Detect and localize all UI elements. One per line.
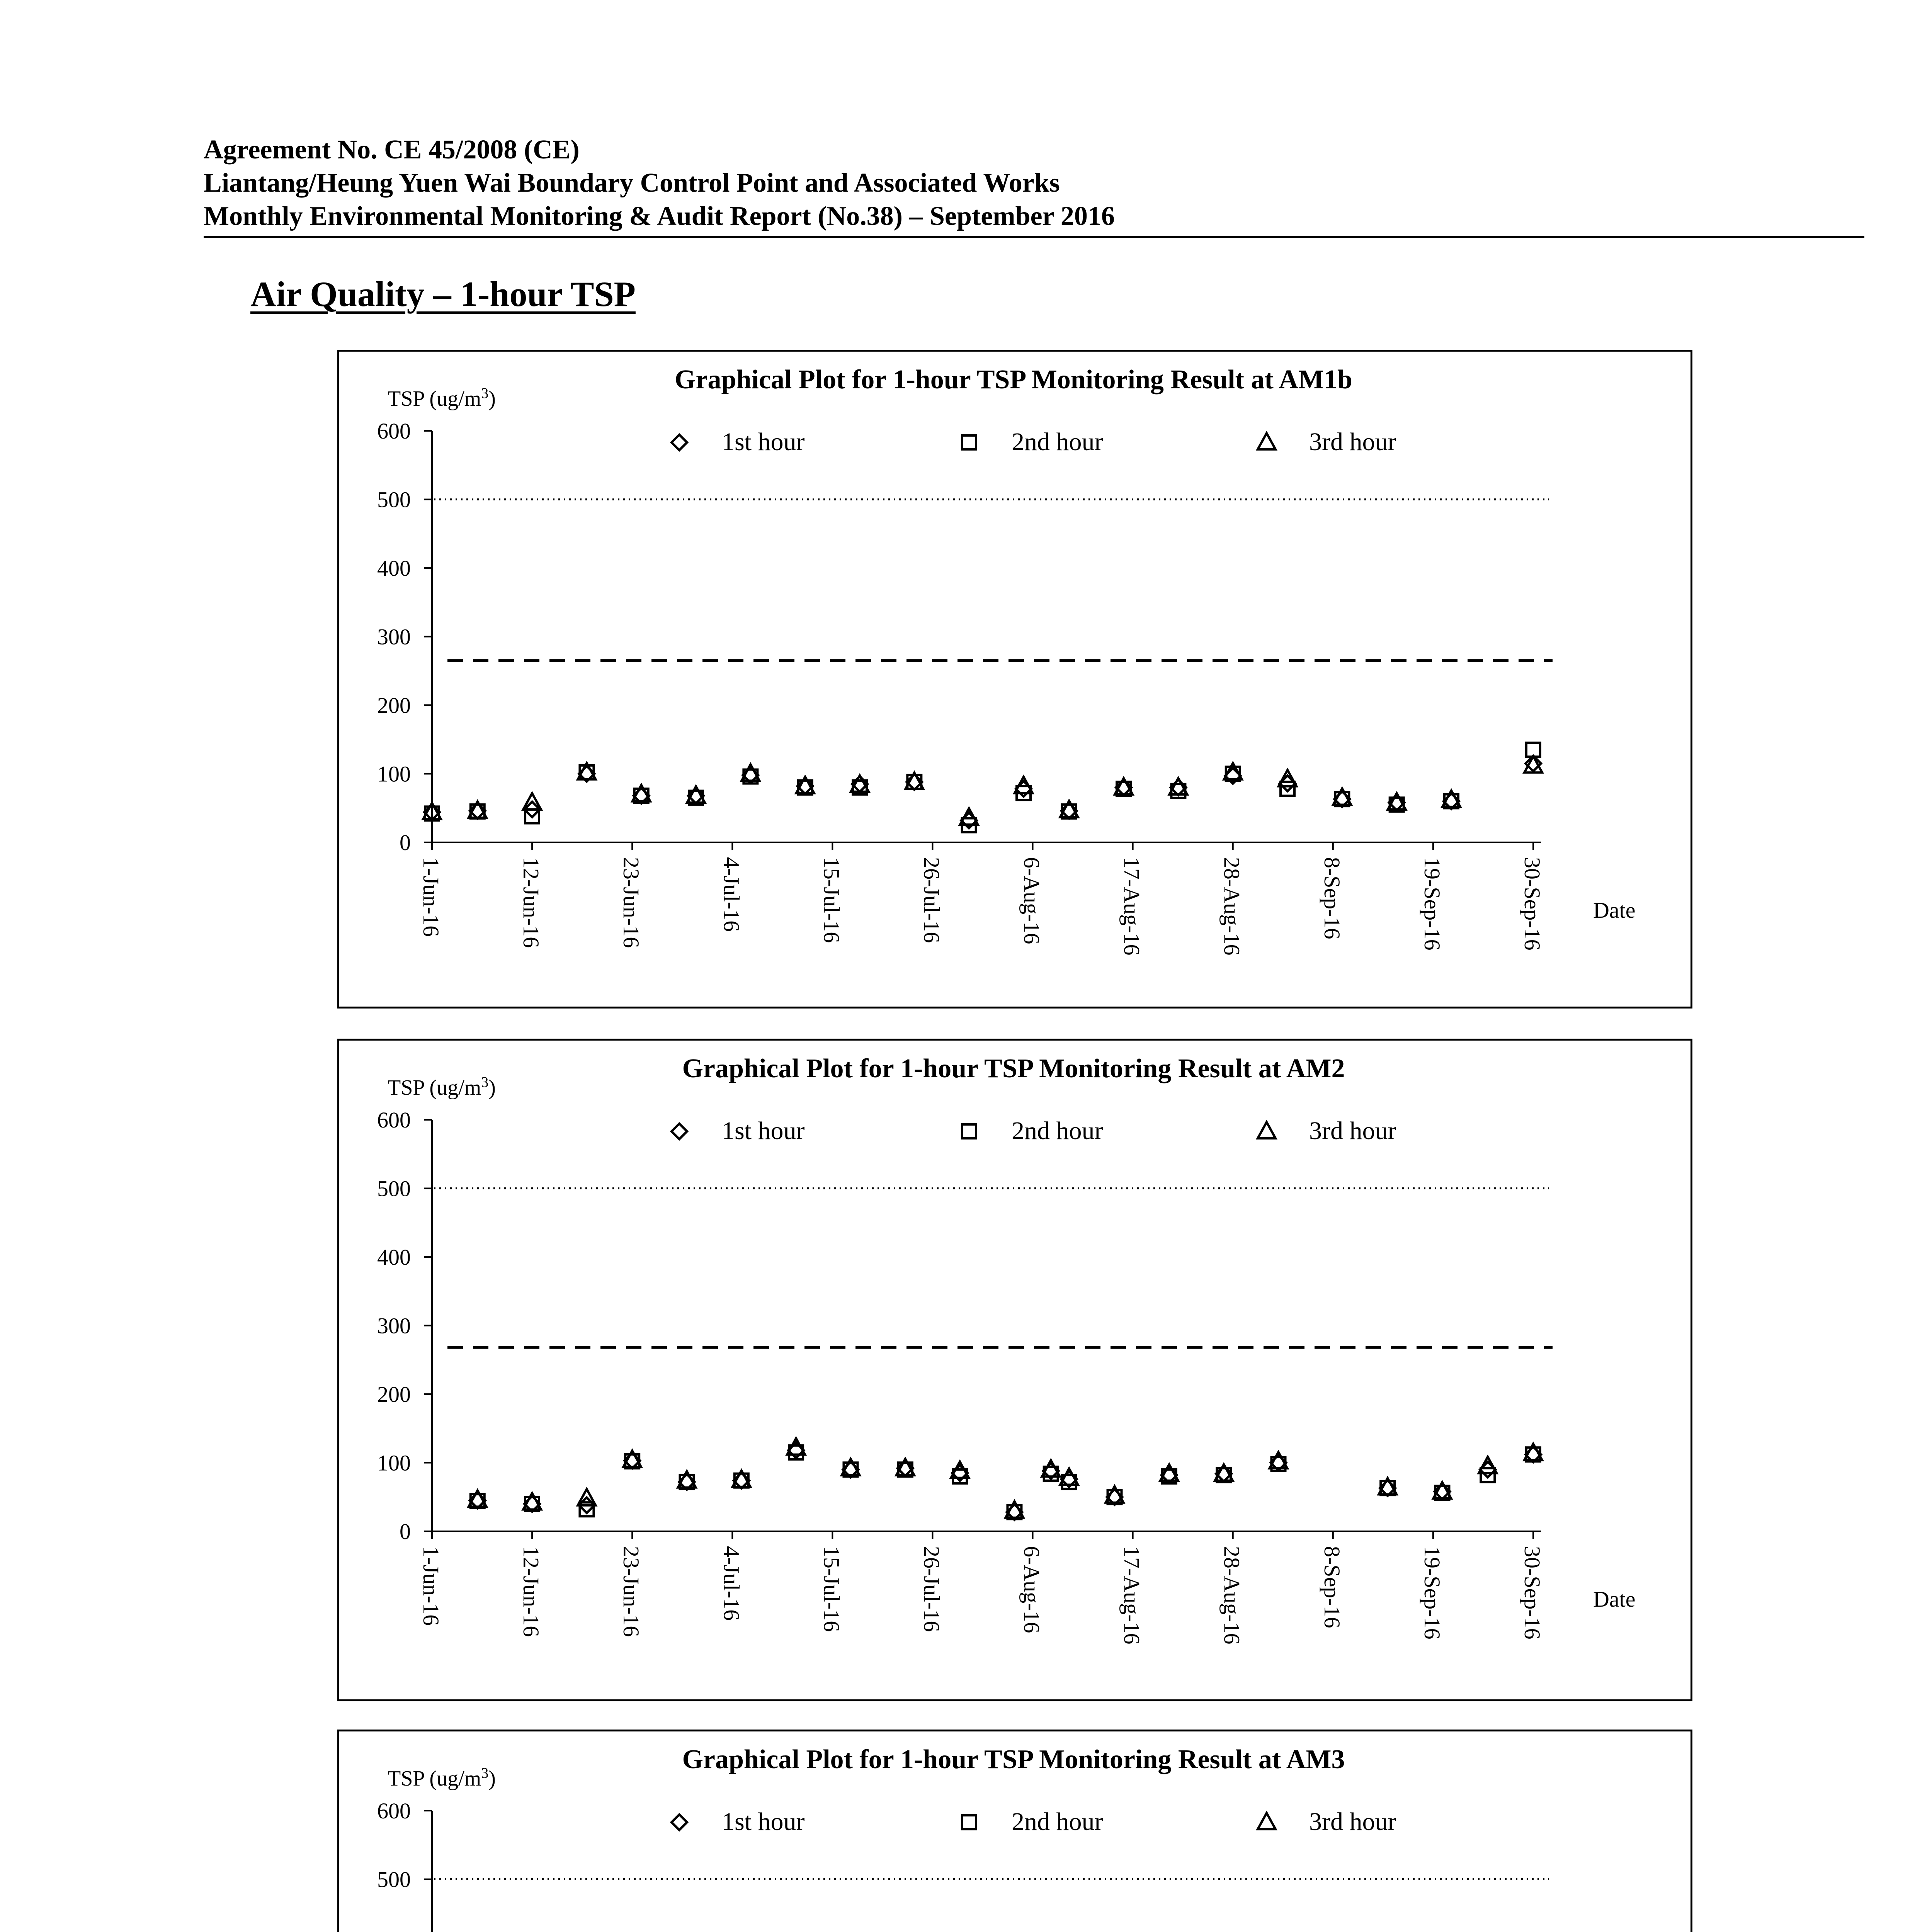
chart-title: Graphical Plot for 1-hour TSP Monitoring Result at AM1b [675, 365, 1352, 395]
y-tick-label: 400 [377, 556, 411, 581]
legend-item [962, 1117, 1103, 1145]
legend-label: 2nd hour [1012, 1808, 1103, 1836]
x-tick-label: 19-Sep-16 [1419, 1546, 1445, 1639]
x-tick-label: 6-Aug-16 [1019, 1546, 1044, 1633]
x-tick-label: 23-Jun-16 [619, 1546, 644, 1637]
legend-item [962, 1808, 1103, 1836]
chart-am3 [339, 1731, 1691, 1932]
section-title: Air Quality – 1-hour TSP [250, 274, 636, 314]
x-tick-label: 1-Jun-16 [418, 1546, 444, 1626]
project-title: Liantang/Heung Yuen Wai Boundary Control Point and Associated Works [204, 168, 1060, 198]
legend-item [672, 1808, 805, 1836]
x-tick-label: 23-Jun-16 [619, 857, 644, 948]
legend-diamond-marker [672, 1815, 687, 1830]
y-tick-label: 200 [377, 1382, 411, 1407]
y-axis-label-end: ) [488, 1076, 496, 1100]
legend-label: 3rd hour [1309, 1117, 1396, 1145]
x-tick-label: 17-Aug-16 [1119, 857, 1145, 956]
x-tick-label: 15-Jul-16 [819, 857, 844, 943]
x-tick-label: 15-Jul-16 [819, 1546, 844, 1632]
chart-title: Graphical Plot for 1-hour TSP Monitoring Result at AM2 [682, 1054, 1345, 1083]
x-tick-label: 30-Sep-16 [1520, 1546, 1545, 1639]
y-axis-label-end: ) [488, 1767, 496, 1791]
chart-panel-am3 [337, 1730, 1692, 1932]
legend-label: 2nd hour [1012, 1117, 1103, 1145]
square-marker [1481, 1468, 1495, 1482]
y-tick-label: 500 [377, 1867, 411, 1892]
legend-triangle-marker [1258, 1813, 1276, 1829]
diamond-marker [1480, 1462, 1495, 1477]
x-tick-label: 19-Sep-16 [1419, 857, 1445, 951]
x-tick-label: 17-Aug-16 [1119, 1546, 1145, 1645]
x-tick-label: 30-Sep-16 [1520, 857, 1545, 951]
legend-square-marker [962, 1124, 976, 1138]
y-tick-label: 500 [377, 1176, 411, 1201]
x-tick-label: 8-Sep-16 [1319, 857, 1345, 939]
y-tick-label: 300 [377, 1313, 411, 1338]
legend-item [1258, 428, 1396, 456]
y-axis-label [388, 1074, 496, 1100]
y-tick-label: 100 [377, 1450, 411, 1476]
legend-item [962, 428, 1103, 456]
legend-square-marker [962, 435, 976, 449]
x-tick-label: 28-Aug-16 [1219, 857, 1245, 956]
agreement-number: Agreement No. CE 45/2008 (CE) [204, 135, 580, 165]
chart-am2 [339, 1041, 1691, 1699]
x-tick-label: 12-Jun-16 [519, 857, 544, 948]
x-axis-label: Date [1593, 898, 1636, 923]
y-tick-label: 0 [400, 830, 411, 855]
legend-label: 3rd hour [1309, 1808, 1396, 1836]
y-tick-label: 0 [400, 1519, 411, 1544]
legend-item [1258, 1117, 1396, 1145]
y-axis-label [388, 1765, 496, 1791]
legend-label: 2nd hour [1012, 428, 1103, 456]
series-diamond [424, 756, 1541, 828]
legend-triangle-marker [1258, 433, 1276, 449]
y-axis-label-text: TSP (ug/m [388, 1767, 481, 1791]
x-tick-label: 8-Sep-16 [1319, 1546, 1345, 1628]
series-square [425, 743, 1540, 832]
y-tick-label: 600 [377, 418, 411, 444]
header-rule [204, 236, 1864, 238]
x-tick-label: 6-Aug-16 [1019, 857, 1044, 944]
x-tick-label: 1-Jun-16 [418, 857, 444, 937]
legend-triangle-marker [1258, 1122, 1276, 1138]
legend-label: 3rd hour [1309, 428, 1396, 456]
series-square [471, 1446, 1540, 1519]
square-marker [1281, 782, 1294, 796]
series-triangle [469, 1438, 1542, 1517]
x-tick-label: 12-Jun-16 [519, 1546, 544, 1637]
y-tick-label: 600 [377, 1798, 411, 1823]
x-tick-label: 28-Aug-16 [1219, 1546, 1245, 1645]
report-title: Monthly Environmental Monitoring & Audit Report (No.38) – September 2016 [204, 201, 1115, 231]
y-tick-label: 100 [377, 761, 411, 787]
y-tick-label: 200 [377, 693, 411, 718]
y-tick-label: 400 [377, 1245, 411, 1270]
y-axis-label-sup: 3 [481, 1074, 489, 1090]
y-axis-label-text: TSP (ug/m [388, 1076, 481, 1100]
x-axis-label: Date [1593, 1587, 1636, 1612]
y-axis-label-end: ) [488, 387, 496, 411]
y-tick-label: 300 [377, 624, 411, 650]
y-axis-label [388, 385, 496, 411]
legend-label: 1st hour [722, 428, 805, 456]
chart-panel-am2 [337, 1039, 1692, 1701]
y-tick-label: 500 [377, 487, 411, 512]
legend-square-marker [962, 1815, 976, 1829]
y-axis-label-sup: 3 [481, 1765, 489, 1781]
y-axis-label-sup: 3 [481, 385, 489, 401]
chart-panel-am1b [337, 350, 1692, 1009]
legend-label: 1st hour [722, 1117, 805, 1145]
x-tick-label: 26-Jul-16 [919, 857, 944, 943]
legend-item [672, 1117, 805, 1145]
legend-diamond-marker [672, 435, 687, 450]
legend-diamond-marker [672, 1124, 687, 1139]
y-axis-label-text: TSP (ug/m [388, 387, 481, 411]
chart-am1b [339, 352, 1691, 1007]
y-tick-label: 600 [377, 1107, 411, 1133]
x-tick-label: 26-Jul-16 [919, 1546, 944, 1632]
x-tick-label: 4-Jul-16 [719, 1546, 744, 1621]
legend-item [672, 428, 805, 456]
legend-label: 1st hour [722, 1808, 805, 1836]
chart-title: Graphical Plot for 1-hour TSP Monitoring Result at AM3 [682, 1745, 1345, 1774]
legend-item [1258, 1808, 1396, 1836]
x-tick-label: 4-Jul-16 [719, 857, 744, 932]
